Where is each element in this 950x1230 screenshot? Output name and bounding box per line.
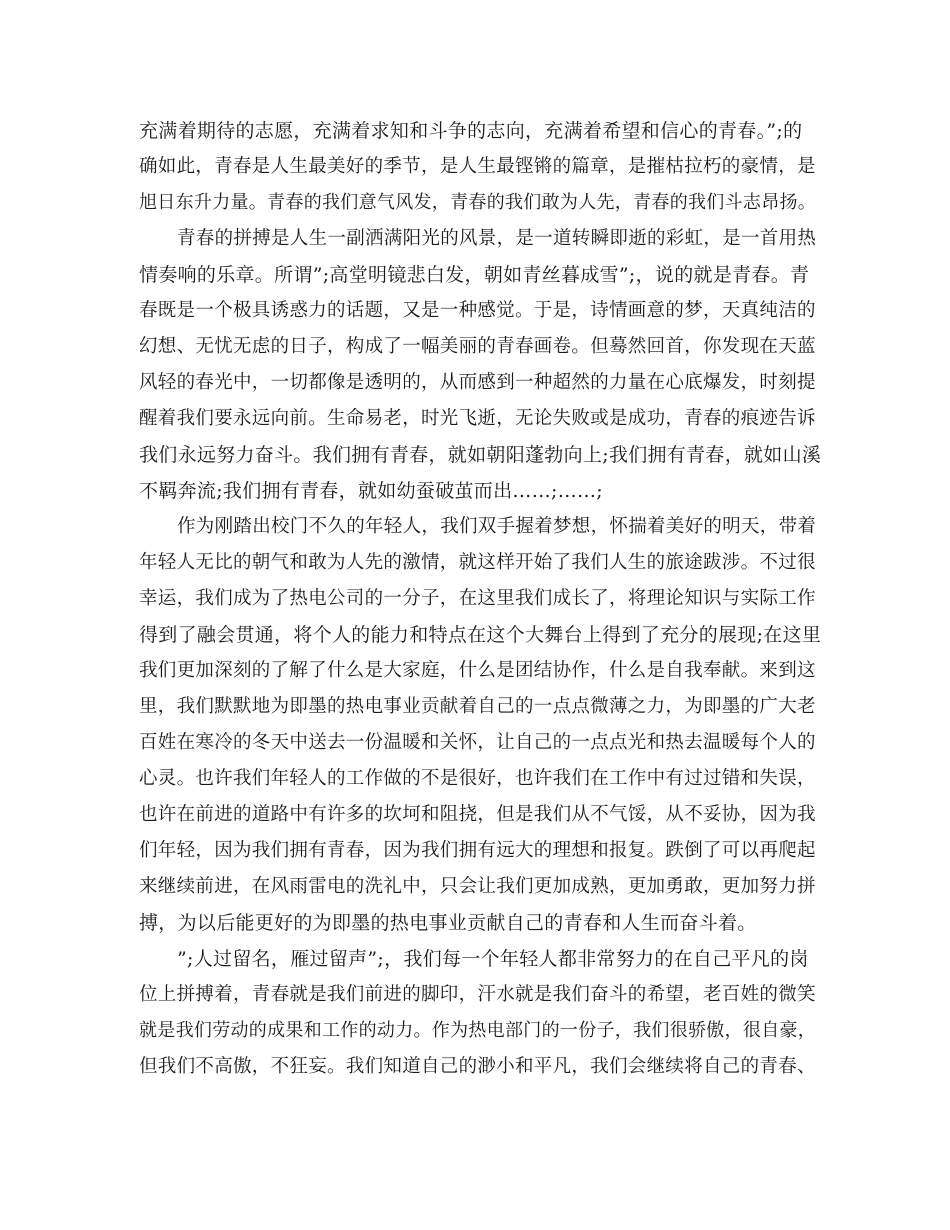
text-line: 得到了融会贯通，将个人的能力和特点在这个大舞台上得到了充分的展现;在这里 <box>139 624 822 646</box>
text-line: 醒着我们要永远向前。生命易老，时光飞逝，无论失败或是成功，青春的痕迹告诉 <box>139 408 816 429</box>
text-line: 不羁奔流;我们拥有青春，就如幼蚕破茧而出……;……; <box>139 480 604 502</box>
text-line: 旭日东升力量。青春的我们意气风发，青春的我们敢为人先，青春的我们斗志昂扬。 <box>139 192 817 213</box>
text-line: 春既是一个极具诱惑力的话题，又是一种感觉。于是，诗情画意的梦，天真纯洁的 <box>139 300 816 321</box>
text-line: 心灵。也许我们年轻人的工作做的不是很好，也许我们在工作中有过过错和失误， <box>139 768 816 789</box>
text-line: 位上拼搏着，青春就是我们前进的脚印，汗水就是我们奋斗的希望，老百姓的微笑 <box>139 984 816 1005</box>
text-line: 我们更加深刻的了解了什么是大家庭，什么是团结协作，什么是自我奉献。来到这 <box>139 660 816 681</box>
text-line: 搏，为以后能更好的为即墨的热电事业贡献自己的青春和人生而奋斗着。 <box>139 912 757 934</box>
text-line: 百姓在寒冷的冬天中送去一份温暖和关怀，让自己的一点点光和热去温暖每个人的 <box>139 732 816 753</box>
paragraph-first-line: ”;人过留名，雁过留声”;，我们每一个年轻人都非常努力的在自己平凡的岗 <box>177 948 809 970</box>
document-body <box>139 113 823 1085</box>
text-line: 风轻的春光中，一切都像是透明的，从而感到一种超然的力量在心底爆发，时刻提 <box>139 372 816 393</box>
paragraph-first-line: 作为刚踏出校门不久的年轻人，我们双手握着梦想，怀揣着美好的明天，带着 <box>177 516 817 537</box>
text-line: 幻想、无忧无虑的日子，构成了一幅美丽的青春画卷。但蓦然回首，你发现在天蓝 <box>139 336 816 357</box>
text-line: 来继续前进，在风雨雷电的洗礼中，只会让我们更加成熟，更加勇敢，更加努力拼 <box>139 876 816 897</box>
text-line: 年轻人无比的朝气和敢为人先的激情，就这样开始了我们人生的旅途跋涉。不过很 <box>139 552 816 573</box>
text-line: 就是我们劳动的成果和工作的动力。作为热电部门的一份子，我们很骄傲，很自豪， <box>139 1020 817 1041</box>
text-line: 我们永远努力奋斗。我们拥有青春，就如朝阳蓬勃向上;我们拥有青春，就如山溪 <box>139 444 822 466</box>
text-line: 幸运，我们成为了热电公司的一分子，在这里我们成长了，将理论知识与实际工作 <box>139 588 816 609</box>
text-line: 也许在前进的道路中有许多的坎坷和阻挠，但是我们从不气馁，从不妥协，因为我 <box>139 804 816 825</box>
text-line: 充满着期待的志愿，充满着求知和斗争的志向，充满着希望和信心的青春。”;的 <box>139 120 803 142</box>
text-line: 确如此，青春是人生最美好的季节，是人生最铿锵的篇章，是摧枯拉朽的豪情，是 <box>139 156 816 177</box>
text-line: 但我们不高傲，不狂妄。我们知道自己的渺小和平凡，我们会继续将自己的青春、 <box>139 1056 816 1077</box>
text-line: 里，我们默默地为即墨的热电事业贡献着自己的一点点微薄之力，为即墨的广大老 <box>139 696 816 717</box>
paragraph-first-line: 青春的拼搏是人生一副洒满阳光的风景，是一道转瞬即逝的彩虹，是一首用热 <box>177 228 817 249</box>
text-line: 们年轻，因为我们拥有青春，因为我们拥有远大的理想和报复。跌倒了可以再爬起 <box>139 840 816 861</box>
text-line: 情奏响的乐章。所谓”;高堂明镜悲白发，朝如青丝暮成雪”;，说的就是青春。青 <box>139 264 810 286</box>
